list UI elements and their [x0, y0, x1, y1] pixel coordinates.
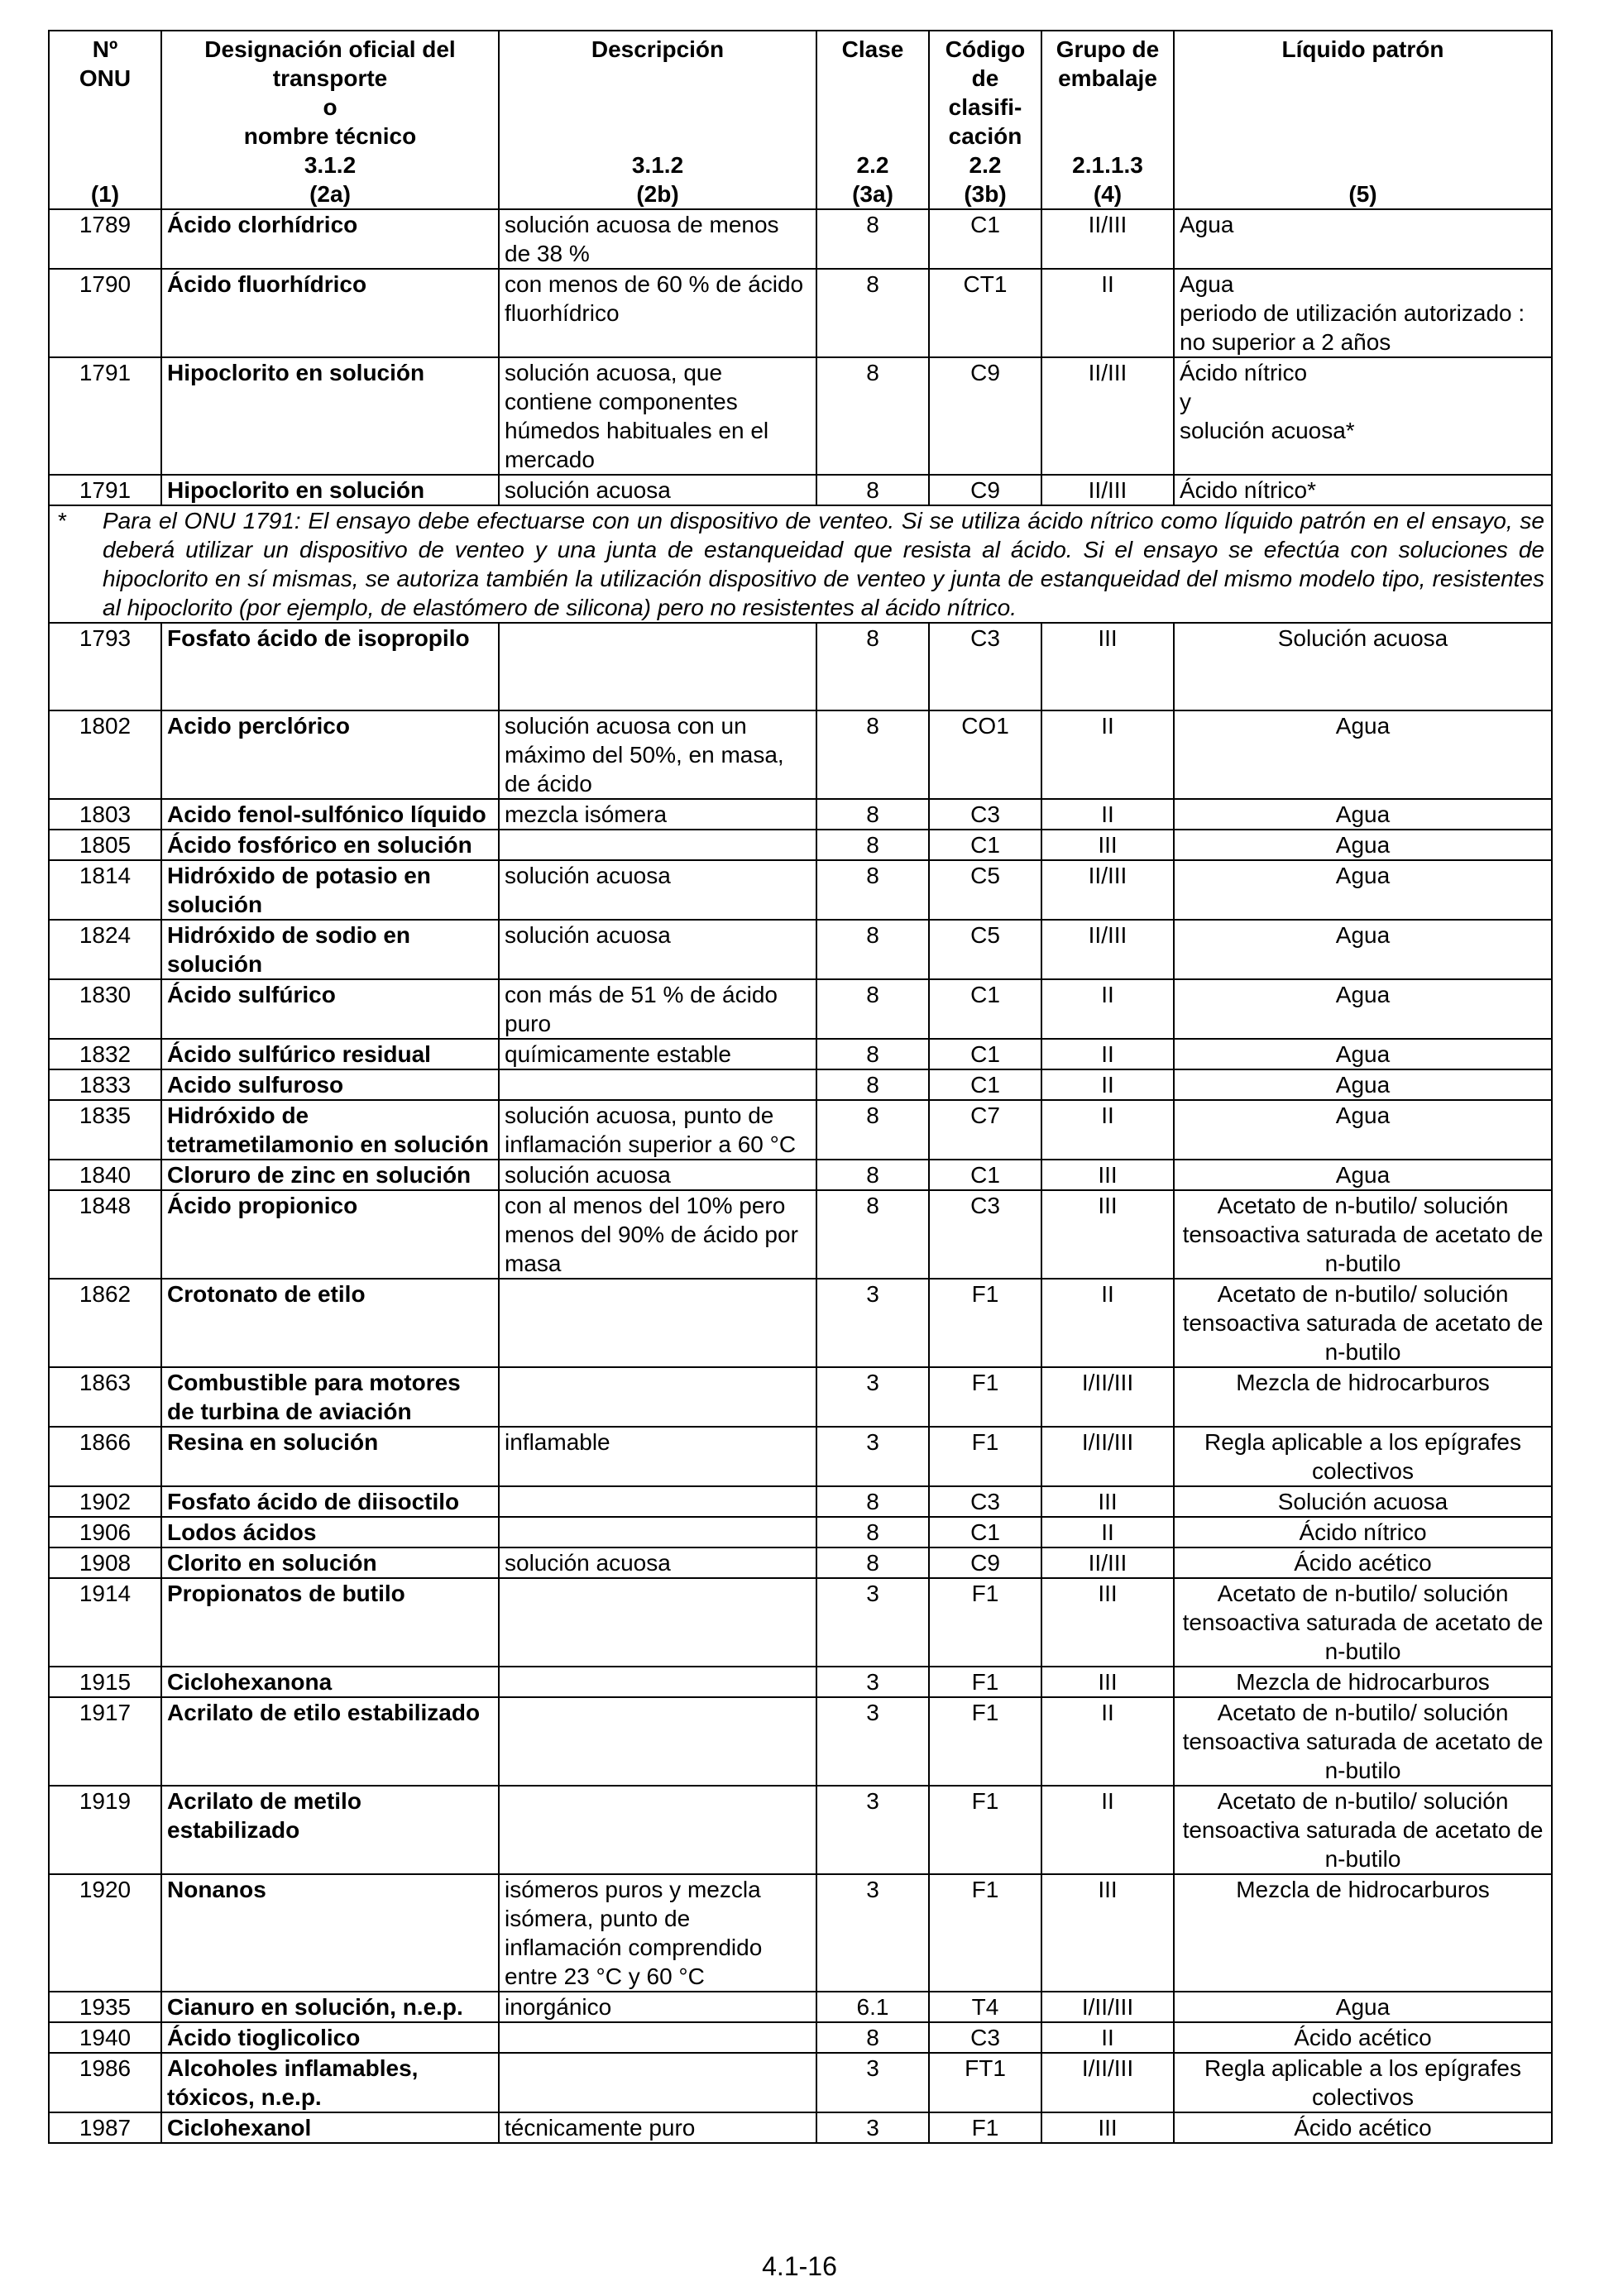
header-num-4: (4)	[1041, 179, 1174, 209]
packing-group-cell: III	[1041, 830, 1174, 860]
description-cell: con más de 51 % de ácido puro	[499, 979, 816, 1039]
description-cell	[499, 623, 816, 710]
name-cell: Resina en solución	[161, 1427, 499, 1486]
footnote-text: Para el ONU 1791: El ensayo debe efectuarse con un dispositivo de venteo. Si se utiliza ácido nítrico como líquido patrón en el ensayo, se deberá utilizar un dispositivo de venteo y una junta de estanqueidad que resista al ácido. Si el ensayo se efectúa con soluciones de hipoclorito en sí mismas, se autoriza también la utilización dispositivo de venteo y junta de estanqueidad del mismo modelo tipo, resistentes al hipoclorito (por ejemplo, de elastómero de silicona) pero no resistentes al ácido nítrico.	[103, 508, 1544, 620]
packing-group-cell: II/III	[1041, 475, 1174, 505]
table-body-second	[49, 623, 1552, 2143]
class-cell: 6.1	[816, 1992, 929, 2022]
class-cell: 8	[816, 920, 929, 979]
packing-group-cell: II	[1041, 1697, 1174, 1786]
packing-group-cell: II	[1041, 1069, 1174, 1100]
description-cell: con al menos del 10% pero menos del 90% de ácido por masa	[499, 1190, 816, 1279]
code-cell: C1	[929, 1517, 1041, 1547]
header-num-5: (5)	[1174, 179, 1552, 209]
onu-cell: 1986	[49, 2053, 161, 2112]
table-row	[49, 1786, 1552, 1874]
header-num-3a: (3a)	[816, 179, 929, 209]
class-cell: 3	[816, 1427, 929, 1486]
name-cell: Ácido sulfúrico	[161, 979, 499, 1039]
code-cell: F1	[929, 1367, 1041, 1427]
onu-cell: 1848	[49, 1190, 161, 1279]
header-liquido: Líquido patrón	[1174, 31, 1552, 179]
table-row	[49, 1517, 1552, 1547]
class-cell: 8	[816, 269, 929, 357]
name-cell: Hipoclorito en solución	[161, 357, 499, 475]
packing-group-cell: II/III	[1041, 357, 1174, 475]
description-cell: solución acuosa de menos de 38 %	[499, 209, 816, 269]
name-cell: Ácido propionico	[161, 1190, 499, 1279]
standard-liquid-cell: Acetato de n-butilo/ solución tensoactiva saturada de acetato de n-butilo	[1174, 1190, 1552, 1279]
header-codigo: Código de clasifi- cación 2.2	[929, 31, 1041, 179]
header-descripcion: Descripción 3.1.2	[499, 31, 816, 179]
description-cell	[499, 2053, 816, 2112]
packing-group-cell: II	[1041, 1517, 1174, 1547]
code-cell: C3	[929, 799, 1041, 830]
code-cell: C1	[929, 209, 1041, 269]
page-number: 4.1-16	[762, 2251, 837, 2281]
packing-group-cell: II	[1041, 710, 1174, 799]
packing-group-cell: II	[1041, 1786, 1174, 1874]
standard-liquid-cell: Agua	[1174, 860, 1552, 920]
packing-group-cell: II	[1041, 269, 1174, 357]
table-row	[49, 269, 1552, 357]
table-row	[49, 2022, 1552, 2053]
description-cell	[499, 1578, 816, 1667]
code-cell: FT1	[929, 2053, 1041, 2112]
description-cell	[499, 1069, 816, 1100]
standard-liquid-cell: Agua	[1174, 1039, 1552, 1069]
footnote-section	[49, 505, 1552, 623]
packing-group-cell: III	[1041, 2112, 1174, 2143]
class-cell: 3	[816, 1367, 929, 1427]
packing-group-cell: II/III	[1041, 920, 1174, 979]
description-cell: isómeros puros y mezcla isómera, punto de inflamación comprendido entre 23 °C y 60 °C	[499, 1874, 816, 1992]
onu-cell: 1814	[49, 860, 161, 920]
liquid-table	[48, 30, 1553, 2144]
name-cell: Hidróxido de tetrametilamonio en solución	[161, 1100, 499, 1160]
class-cell: 3	[816, 1786, 929, 1874]
packing-group-cell: I/II/III	[1041, 2053, 1174, 2112]
name-cell: Alcoholes inflamables, tóxicos, n.e.p.	[161, 2053, 499, 2112]
header-num-1: (1)	[49, 179, 161, 209]
class-cell: 8	[816, 710, 929, 799]
table-row	[49, 475, 1552, 505]
packing-group-cell: II/III	[1041, 860, 1174, 920]
class-cell: 8	[816, 1190, 929, 1279]
table-row	[49, 1279, 1552, 1367]
class-cell: 3	[816, 2053, 929, 2112]
code-cell: C5	[929, 920, 1041, 979]
code-cell: F1	[929, 2112, 1041, 2143]
name-cell: Ácido fosfórico en solución	[161, 830, 499, 860]
description-cell	[499, 1517, 816, 1547]
code-cell: F1	[929, 1874, 1041, 1992]
class-cell: 8	[816, 475, 929, 505]
code-cell: C3	[929, 623, 1041, 710]
table-row	[49, 979, 1552, 1039]
onu-cell: 1791	[49, 475, 161, 505]
onu-cell: 1830	[49, 979, 161, 1039]
code-cell: F1	[929, 1667, 1041, 1697]
table-row	[49, 1667, 1552, 1697]
standard-liquid-cell: Solución acuosa	[1174, 623, 1552, 710]
table-row	[49, 1547, 1552, 1578]
onu-cell: 1906	[49, 1517, 161, 1547]
onu-cell: 1833	[49, 1069, 161, 1100]
header-designacion: Designación oficial del transporte o nombre técnico 3.1.2	[161, 31, 499, 179]
name-cell: Acrilato de etilo estabilizado	[161, 1697, 499, 1786]
description-cell	[499, 1279, 816, 1367]
standard-liquid-cell: Ácido nítrico*	[1174, 475, 1552, 505]
standard-liquid-cell: Solución acuosa	[1174, 1486, 1552, 1517]
description-cell: solución acuosa con un máximo del 50%, en masa, de ácido	[499, 710, 816, 799]
code-cell: C1	[929, 1160, 1041, 1190]
header-num-3b: (3b)	[929, 179, 1041, 209]
header-num-2b: (2b)	[499, 179, 816, 209]
name-cell: Ácido sulfúrico residual	[161, 1039, 499, 1069]
standard-liquid-cell: Mezcla de hidrocarburos	[1174, 1874, 1552, 1992]
onu-cell: 1824	[49, 920, 161, 979]
footnote-cell	[49, 505, 1552, 623]
name-cell: Ácido fluorhídrico	[161, 269, 499, 357]
code-cell: C9	[929, 1547, 1041, 1578]
class-cell: 8	[816, 860, 929, 920]
packing-group-cell: I/II/III	[1041, 1427, 1174, 1486]
name-cell: Ácido tioglicolico	[161, 2022, 499, 2053]
onu-cell: 1805	[49, 830, 161, 860]
code-cell: C3	[929, 2022, 1041, 2053]
name-cell: Hidróxido de sodio en solución	[161, 920, 499, 979]
table-row	[49, 2053, 1552, 2112]
table-row	[49, 357, 1552, 475]
table-row	[49, 920, 1552, 979]
packing-group-cell: II	[1041, 799, 1174, 830]
onu-cell: 1802	[49, 710, 161, 799]
code-cell: C5	[929, 860, 1041, 920]
onu-cell: 1790	[49, 269, 161, 357]
code-cell: F1	[929, 1578, 1041, 1667]
packing-group-cell: II/III	[1041, 209, 1174, 269]
description-cell: químicamente estable	[499, 1039, 816, 1069]
description-cell: solución acuosa	[499, 860, 816, 920]
onu-cell: 1863	[49, 1367, 161, 1427]
code-cell: C1	[929, 1069, 1041, 1100]
standard-liquid-cell: Ácido nítrico	[1174, 1517, 1552, 1547]
onu-cell: 1835	[49, 1100, 161, 1160]
description-cell	[499, 830, 816, 860]
onu-cell: 1791	[49, 357, 161, 475]
code-cell: C1	[929, 830, 1041, 860]
table-row	[49, 860, 1552, 920]
standard-liquid-cell: Agua	[1174, 979, 1552, 1039]
packing-group-cell: III	[1041, 1667, 1174, 1697]
footnote-mark: *	[58, 508, 67, 533]
header-num-2a: (2a)	[161, 179, 499, 209]
code-cell: C1	[929, 979, 1041, 1039]
class-cell: 8	[816, 799, 929, 830]
standard-liquid-cell: Ácido acético	[1174, 1547, 1552, 1578]
packing-group-cell: III	[1041, 1160, 1174, 1190]
class-cell: 3	[816, 1874, 929, 1992]
table-row	[49, 710, 1552, 799]
header-row	[49, 31, 1552, 179]
description-cell: solución acuosa	[499, 920, 816, 979]
name-cell: Clorito en solución	[161, 1547, 499, 1578]
class-cell: 8	[816, 830, 929, 860]
code-cell: F1	[929, 1279, 1041, 1367]
standard-liquid-cell: Acetato de n-butilo/ solución tensoactiva saturada de acetato de n-butilo	[1174, 1578, 1552, 1667]
name-cell: Cloruro de zinc en solución	[161, 1160, 499, 1190]
onu-cell: 1793	[49, 623, 161, 710]
code-cell: T4	[929, 1992, 1041, 2022]
description-cell: solución acuosa, punto de inflamación superior a 60 °C	[499, 1100, 816, 1160]
footnote-row	[49, 505, 1552, 623]
code-cell: CT1	[929, 269, 1041, 357]
name-cell: Nonanos	[161, 1874, 499, 1992]
packing-group-cell: II	[1041, 979, 1174, 1039]
standard-liquid-cell: Agua periodo de utilización autorizado : no superior a 2 años	[1174, 269, 1552, 357]
packing-group-cell: III	[1041, 1874, 1174, 1992]
class-cell: 8	[816, 1039, 929, 1069]
name-cell: Hidróxido de potasio en solución	[161, 860, 499, 920]
table-row	[49, 1992, 1552, 2022]
class-cell: 3	[816, 1279, 929, 1367]
table-row	[49, 623, 1552, 710]
name-cell: Acido perclórico	[161, 710, 499, 799]
document-page	[48, 30, 1551, 2144]
code-cell: F1	[929, 1697, 1041, 1786]
class-cell: 8	[816, 357, 929, 475]
class-cell: 8	[816, 2022, 929, 2053]
class-cell: 8	[816, 1517, 929, 1547]
name-cell: Crotonato de etilo	[161, 1279, 499, 1367]
standard-liquid-cell: Agua	[1174, 209, 1552, 269]
class-cell: 3	[816, 1667, 929, 1697]
code-cell: F1	[929, 1427, 1041, 1486]
standard-liquid-cell: Agua	[1174, 920, 1552, 979]
onu-cell: 1840	[49, 1160, 161, 1190]
standard-liquid-cell: Ácido nítrico y solución acuosa*	[1174, 357, 1552, 475]
class-cell: 8	[816, 623, 929, 710]
name-cell: Propionatos de butilo	[161, 1578, 499, 1667]
class-cell: 8	[816, 1100, 929, 1160]
name-cell: Cianuro en solución, n.e.p.	[161, 1992, 499, 2022]
table-row	[49, 1100, 1552, 1160]
name-cell: Acrilato de metilo estabilizado	[161, 1786, 499, 1874]
name-cell: Lodos ácidos	[161, 1517, 499, 1547]
standard-liquid-cell: Mezcla de hidrocarburos	[1174, 1667, 1552, 1697]
standard-liquid-cell: Agua	[1174, 1069, 1552, 1100]
standard-liquid-cell: Ácido acético	[1174, 2112, 1552, 2143]
standard-liquid-cell: Acetato de n-butilo/ solución tensoactiva saturada de acetato de n-butilo	[1174, 1697, 1552, 1786]
standard-liquid-cell: Agua	[1174, 710, 1552, 799]
onu-cell: 1803	[49, 799, 161, 830]
packing-group-cell: III	[1041, 1486, 1174, 1517]
code-cell: C3	[929, 1190, 1041, 1279]
table-row	[49, 2112, 1552, 2143]
table-row	[49, 1486, 1552, 1517]
description-cell: mezcla isómera	[499, 799, 816, 830]
onu-cell: 1902	[49, 1486, 161, 1517]
description-cell: con menos de 60 % de ácido fluorhídrico	[499, 269, 816, 357]
packing-group-cell: II	[1041, 1279, 1174, 1367]
packing-group-cell: I/II/III	[1041, 1992, 1174, 2022]
onu-cell: 1862	[49, 1279, 161, 1367]
standard-liquid-cell: Acetato de n-butilo/ solución tensoactiva saturada de acetato de n-butilo	[1174, 1786, 1552, 1874]
class-cell: 3	[816, 2112, 929, 2143]
class-cell: 8	[816, 1069, 929, 1100]
packing-group-cell: III	[1041, 1190, 1174, 1279]
class-cell: 8	[816, 1486, 929, 1517]
onu-cell: 1789	[49, 209, 161, 269]
description-cell: solución acuosa	[499, 1160, 816, 1190]
standard-liquid-cell: Regla aplicable a los epígrafes colectivos	[1174, 1427, 1552, 1486]
packing-group-cell: II/III	[1041, 1547, 1174, 1578]
code-cell: C7	[929, 1100, 1041, 1160]
standard-liquid-cell: Ácido acético	[1174, 2022, 1552, 2053]
description-cell: inflamable	[499, 1427, 816, 1486]
onu-cell: 1832	[49, 1039, 161, 1069]
name-cell: Acido fenol-sulfónico líquido	[161, 799, 499, 830]
table-row	[49, 1367, 1552, 1427]
standard-liquid-cell: Regla aplicable a los epígrafes colectivos	[1174, 2053, 1552, 2112]
header-clase: Clase 2.2	[816, 31, 929, 179]
description-cell	[499, 1697, 816, 1786]
header-number-row	[49, 179, 1552, 209]
onu-cell: 1935	[49, 1992, 161, 2022]
table-row	[49, 1039, 1552, 1069]
code-cell: C9	[929, 357, 1041, 475]
packing-group-cell: II	[1041, 1039, 1174, 1069]
class-cell: 8	[816, 209, 929, 269]
table-row	[49, 1190, 1552, 1279]
header-grupo: Grupo de embalaje 2.1.1.3	[1041, 31, 1174, 179]
class-cell: 8	[816, 1160, 929, 1190]
table-row	[49, 1874, 1552, 1992]
description-cell	[499, 1486, 816, 1517]
table-row	[49, 1697, 1552, 1786]
description-cell: solución acuosa, que contiene componentes húmedos habituales en el mercado	[499, 357, 816, 475]
packing-group-cell: II	[1041, 1100, 1174, 1160]
standard-liquid-cell: Agua	[1174, 1992, 1552, 2022]
class-cell: 3	[816, 1578, 929, 1667]
onu-cell: 1987	[49, 2112, 161, 2143]
name-cell: Ciclohexanona	[161, 1667, 499, 1697]
table-row	[49, 830, 1552, 860]
standard-liquid-cell: Mezcla de hidrocarburos	[1174, 1367, 1552, 1427]
description-cell	[499, 1786, 816, 1874]
description-cell: inorgánico	[499, 1992, 816, 2022]
onu-cell: 1919	[49, 1786, 161, 1874]
header-onu: Nº ONU	[49, 31, 161, 179]
name-cell: Acido sulfuroso	[161, 1069, 499, 1100]
packing-group-cell: III	[1041, 1578, 1174, 1667]
code-cell: C3	[929, 1486, 1041, 1517]
standard-liquid-cell: Agua	[1174, 1160, 1552, 1190]
description-cell: técnicamente puro	[499, 2112, 816, 2143]
description-cell: solución acuosa	[499, 1547, 816, 1578]
code-cell: C9	[929, 475, 1041, 505]
description-cell	[499, 2022, 816, 2053]
name-cell: Combustible para motores de turbina de aviación	[161, 1367, 499, 1427]
onu-cell: 1915	[49, 1667, 161, 1697]
name-cell: Fosfato ácido de isopropilo	[161, 623, 499, 710]
name-cell: Ciclohexanol	[161, 2112, 499, 2143]
onu-cell: 1908	[49, 1547, 161, 1578]
standard-liquid-cell: Agua	[1174, 830, 1552, 860]
table-row	[49, 1160, 1552, 1190]
description-cell	[499, 1667, 816, 1697]
class-cell: 8	[816, 979, 929, 1039]
packing-group-cell: III	[1041, 623, 1174, 710]
description-cell: solución acuosa	[499, 475, 816, 505]
class-cell: 3	[816, 1697, 929, 1786]
name-cell: Ácido clorhídrico	[161, 209, 499, 269]
onu-cell: 1940	[49, 2022, 161, 2053]
onu-cell: 1917	[49, 1697, 161, 1786]
code-cell: C1	[929, 1039, 1041, 1069]
name-cell: Fosfato ácido de diisoctilo	[161, 1486, 499, 1517]
name-cell: Hipoclorito en solución	[161, 475, 499, 505]
standard-liquid-cell: Agua	[1174, 1100, 1552, 1160]
description-cell	[499, 1367, 816, 1427]
onu-cell: 1866	[49, 1427, 161, 1486]
packing-group-cell: I/II/III	[1041, 1367, 1174, 1427]
table-row	[49, 1069, 1552, 1100]
class-cell: 8	[816, 1547, 929, 1578]
table-row	[49, 799, 1552, 830]
table-body-first	[49, 209, 1552, 505]
standard-liquid-cell: Agua	[1174, 799, 1552, 830]
packing-group-cell: II	[1041, 2022, 1174, 2053]
onu-cell: 1914	[49, 1578, 161, 1667]
table-row	[49, 1427, 1552, 1486]
table-row	[49, 1578, 1552, 1667]
code-cell: F1	[929, 1786, 1041, 1874]
standard-liquid-cell: Acetato de n-butilo/ solución tensoactiva saturada de acetato de n-butilo	[1174, 1279, 1552, 1367]
code-cell: CO1	[929, 710, 1041, 799]
table-row	[49, 209, 1552, 269]
onu-cell: 1920	[49, 1874, 161, 1992]
